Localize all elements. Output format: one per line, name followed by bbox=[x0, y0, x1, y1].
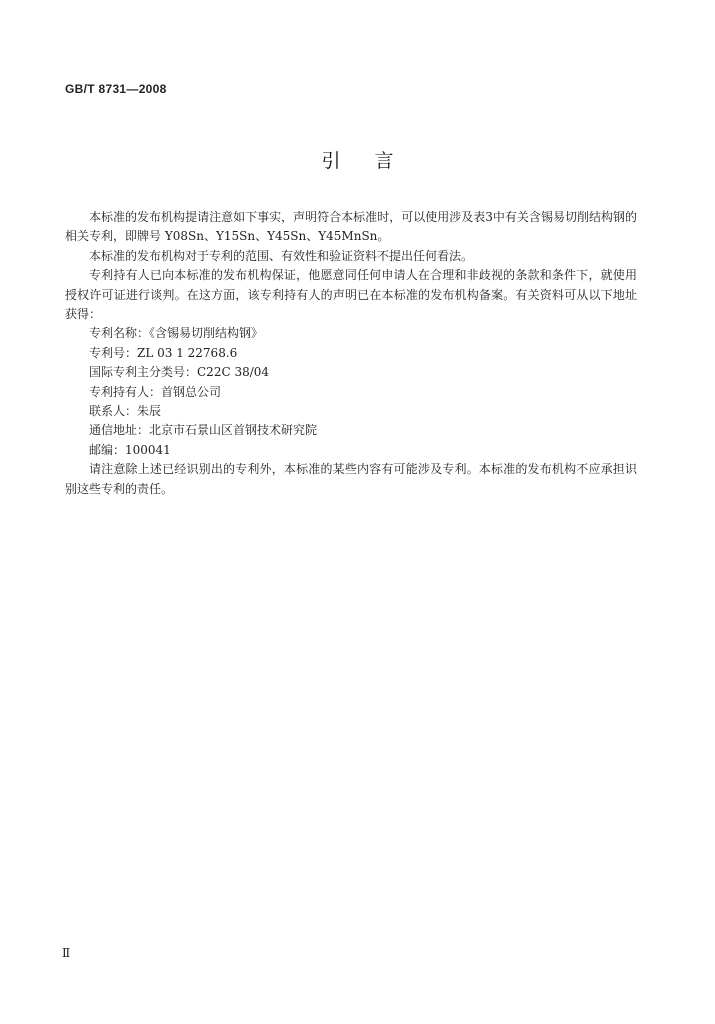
patent-name: 专利名称：《含锡易切削结构钢》 bbox=[89, 326, 264, 341]
patent-contact: 联系人：朱辰 bbox=[89, 404, 162, 419]
paragraph-no-position: 本标准的发布机构对于专利的范围、有效性和验证资料不提出任何看法。 bbox=[89, 248, 474, 263]
standard-code: GB/T 8731—2008 bbox=[65, 82, 167, 96]
patent-postcode: 邮编：100041 bbox=[89, 442, 171, 457]
patent-holder: 专利持有人：首钢总公司 bbox=[89, 384, 222, 399]
patent-number: 专利号：ZL 03 1 22768.6 bbox=[89, 345, 238, 360]
paragraph-closing: 请注意除上述已经识别出的专利外，本标准的某些内容有可能涉及专利。本标准的发布机构不应承担识别这些专利的责任。 bbox=[65, 462, 637, 496]
paragraph-holder-assurance: 专利持有人已向本标准的发布机构保证，他愿意同任何申请人在合理和非歧视的条款和条件下，就使用授权许可证进行谈判。在这方面，该专利持有人的声明已在本标准的发布机构备案。有关资料可从以下地址获得： bbox=[65, 268, 637, 322]
patent-ipc: 国际专利主分类号：C22C 38/04 bbox=[89, 365, 270, 380]
page-title: 引言 bbox=[321, 150, 428, 172]
patent-address: 通信地址：北京市石景山区首钢技术研究院 bbox=[89, 423, 318, 438]
paragraph-patent-notice: 本标准的发布机构提请注意如下事实，声明符合本标准时，可以使用涉及表3中有关含锡易切削结构钢的相关专利，即牌号 Y08Sn、Y15Sn、Y45Sn、Y45MnSn。 bbox=[65, 210, 637, 244]
document-body bbox=[65, 208, 637, 499]
page-number: Ⅱ bbox=[62, 946, 71, 960]
